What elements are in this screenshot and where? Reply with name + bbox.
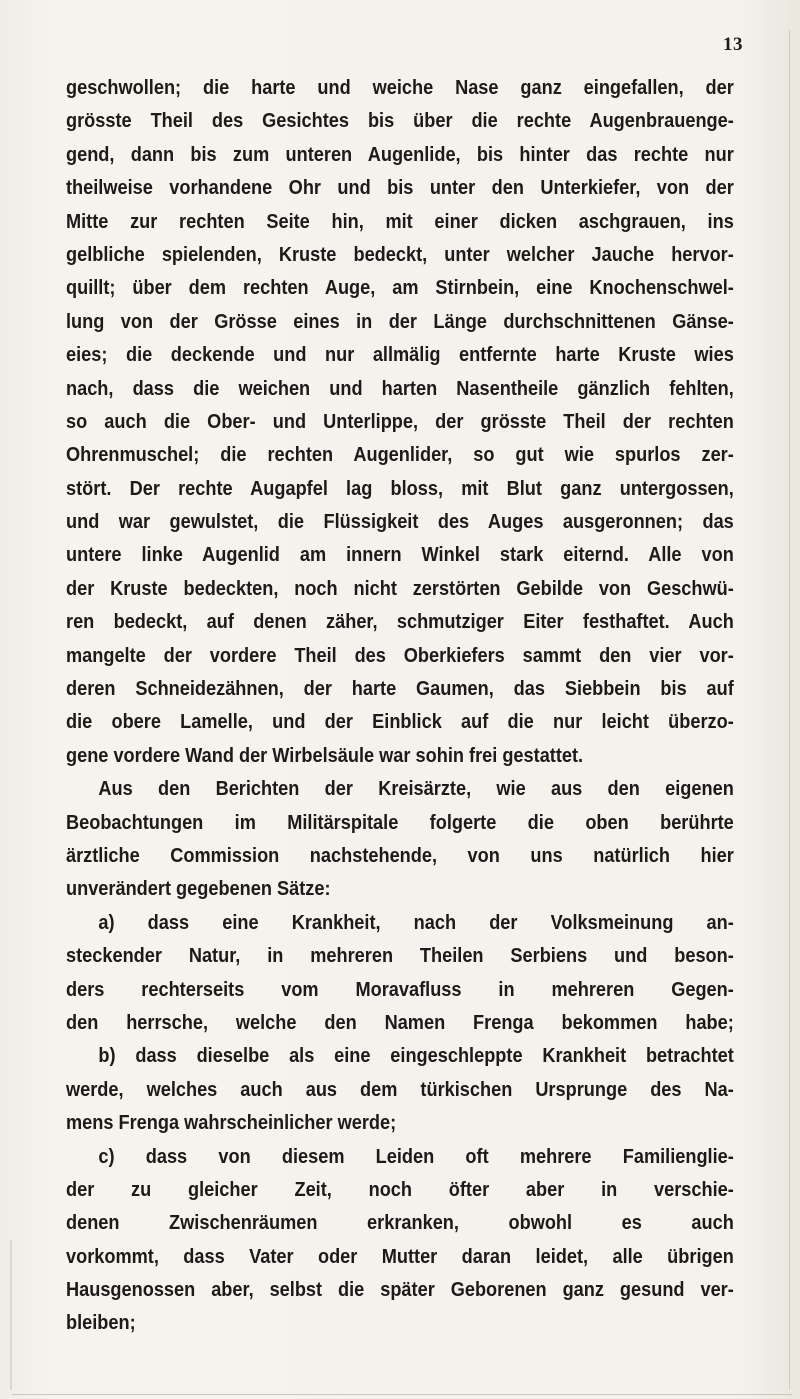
text-line: untere linke Augenlid am innern Winkel stark eiternd. Alle von — [66, 544, 734, 567]
page-number: 13 — [723, 34, 743, 55]
text-line: die obere Lamelle, und der Einblick auf die nur leicht überzo- — [66, 711, 734, 734]
text-line: grösste Theil des Gesichtes bis über die rechte Augenbrauenge- — [66, 110, 734, 133]
text-line: a) dass eine Krankheit, nach der Volksmeinung an- — [98, 911, 734, 934]
text-line: der zu gleicher Zeit, noch öfter aber in verschie- — [66, 1178, 734, 1201]
text-line: Aus den Berichten der Kreisärzte, wie aus den eigenen — [98, 778, 734, 801]
text-line: lung von der Grösse eines in der Länge durchschnittenen Gänse- — [66, 310, 734, 333]
text-line: vorkommt, dass Vater oder Mutter daran leidet, alle übrigen — [66, 1245, 734, 1268]
page-edge-left — [10, 1240, 12, 1390]
text-line: bleiben; — [66, 1312, 136, 1335]
text-line: und war gewulstet, die Flüssigkeit des Auges ausgeronnen; das — [66, 511, 734, 534]
page-edge-right — [789, 30, 790, 1390]
text-line: unverändert gegebenen Sätze: — [66, 878, 331, 901]
text-line: der Kruste bedeckten, noch nicht zerstörten Gebilde von Geschwü- — [66, 577, 734, 600]
text-line: quillt; über dem rechten Auge, am Stirnbein, eine Knochenschwel- — [66, 277, 734, 300]
text-line: eies; die deckende und nur allmälig entfernte harte Kruste wies — [66, 344, 734, 367]
text-line: werde, welches auch aus dem türkischen Ursprunge des Na- — [66, 1078, 734, 1101]
text-line: Beobachtungen im Militärspitale folgerte die oben berührte — [66, 811, 734, 834]
text-line: Ohrenmuschel; die rechten Augenlider, so gut wie spurlos zer- — [66, 444, 734, 467]
text-line: Mitte zur rechten Seite hin, mit einer dicken aschgrauen, ins — [66, 210, 734, 233]
text-line: denen Zwischenräumen erkranken, obwohl es auch — [66, 1212, 734, 1235]
text-line: Hausgenossen aber, selbst die später Geborenen ganz gesund ver- — [66, 1279, 734, 1302]
text-line: mens Frenga wahrscheinlicher werde; — [66, 1112, 397, 1135]
text-line: gelbliche spielenden, Kruste bedeckt, unter welcher Jauche hervor- — [66, 243, 734, 266]
text-line: ders rechterseits vom Moravafluss in mehreren Gegen- — [66, 978, 734, 1001]
page-edge-bottom — [12, 1394, 792, 1395]
text-line: ärztliche Commission nachstehende, von uns natürlich hier — [66, 844, 734, 867]
text-line: den herrsche, welche den Namen Frenga bekommen habe; — [66, 1011, 734, 1034]
text-line: gene vordere Wand der Wirbelsäule war sohin frei gestattet. — [66, 744, 584, 767]
text-line: b) dass dieselbe als eine eingeschleppte Krankheit betrachtet — [98, 1045, 734, 1068]
text-line: ren bedeckt, auf denen zäher, schmutziger Eiter festhaftet. Auch — [66, 611, 734, 634]
text-line: stört. Der rechte Augapfel lag bloss, mit Blut ganz untergossen, — [66, 477, 734, 500]
text-line: nach, dass die weichen und harten Nasentheile gänzlich fehlten, — [66, 377, 734, 400]
text-line: steckender Natur, in mehreren Theilen Serbiens und beson- — [66, 945, 734, 968]
text-line: c) dass von diesem Leiden oft mehrere Familienglie- — [98, 1145, 734, 1168]
text-line: so auch die Ober- und Unterlippe, der grösste Theil der rechten — [66, 410, 734, 433]
body-text — [66, 72, 734, 1341]
text-line: gend, dann bis zum unteren Augenlide, bis hinter das rechte nur — [66, 143, 734, 166]
text-line: geschwollen; die harte und weiche Nase ganz eingefallen, der — [66, 77, 734, 99]
text-line: deren Schneidezähnen, der harte Gaumen, das Siebbein bis auf — [66, 678, 734, 701]
text-line: mangelte der vordere Theil des Oberkiefers sammt den vier vor- — [66, 644, 734, 667]
text-line: theilweise vorhandene Ohr und bis unter den Unterkiefer, von der — [66, 177, 734, 200]
